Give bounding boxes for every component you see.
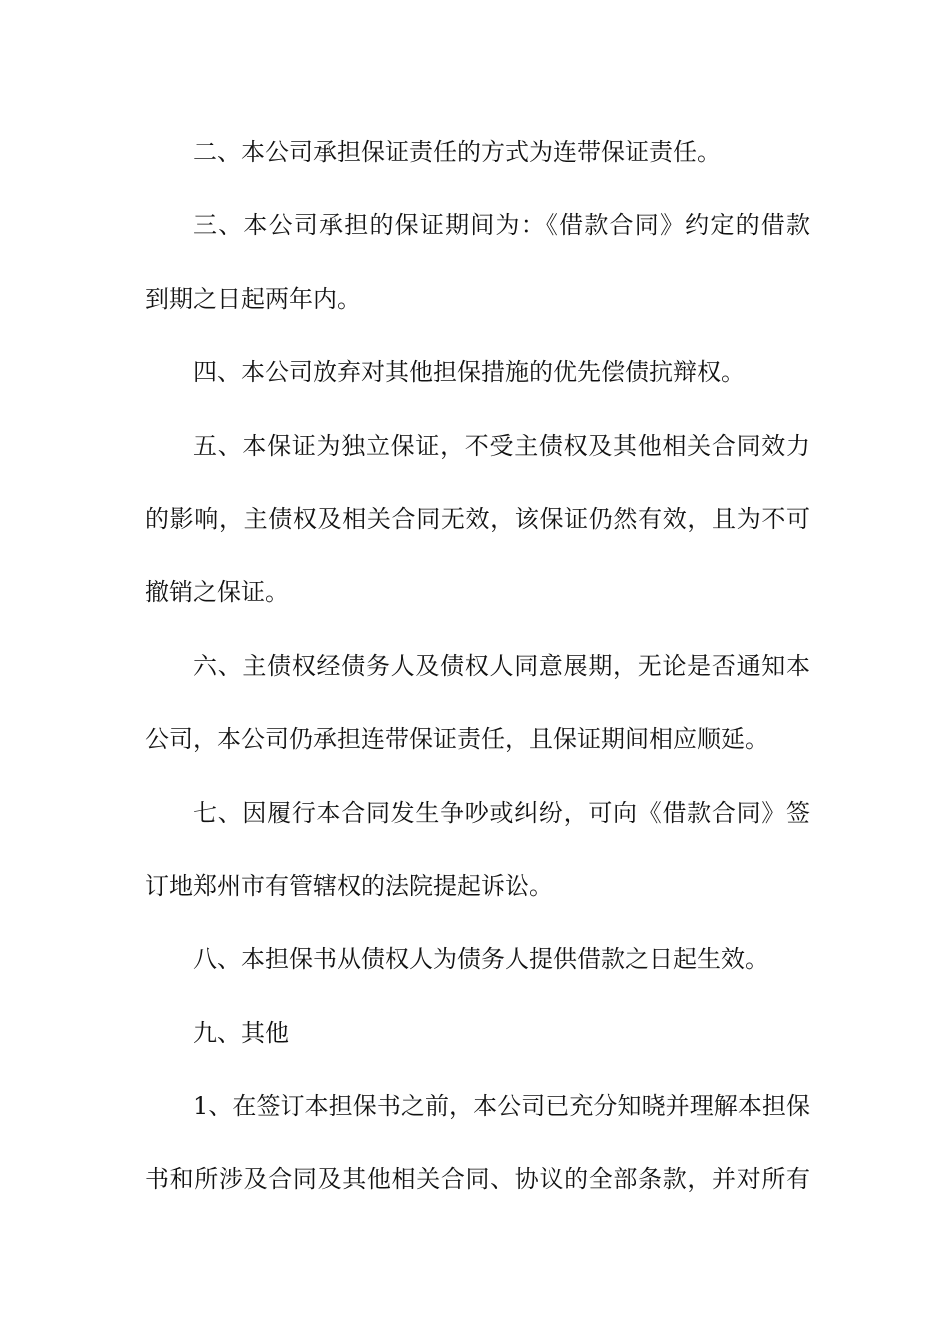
- clause-9-heading: 九、其他: [193, 1018, 289, 1047]
- clause-5-line-3: 撤销之保证。: [145, 578, 289, 607]
- clause-9-item-1-line-1: 1、在签订本担保书之前，本公司已充分知晓并理解本担保: [193, 1092, 810, 1121]
- clause-3-line-2: 到期之日起两年内。: [145, 284, 361, 313]
- clause-8: 八、本担保书从债权人为债务人提供借款之日起生效。: [193, 945, 769, 974]
- clause-5-line-1: 五、本保证为独立保证，不受主债权及其他相关合同效力: [193, 431, 810, 460]
- clause-5-line-2: 的影响，主债权及相关合同无效，该保证仍然有效，且为不可: [145, 504, 810, 533]
- document-body: [145, 116, 810, 1217]
- clause-7-line-2: 订地郑州市有管辖权的法院提起诉讼。: [145, 871, 553, 900]
- clause-4: 四、本公司放弃对其他担保措施的优先偿债抗辩权。: [193, 358, 745, 387]
- clause-6-line-1: 六、主债权经债务人及债权人同意展期，无论是否通知本: [193, 651, 810, 680]
- clause-7-line-1: 七、因履行本合同发生争吵或纠纷，可向《借款合同》签: [193, 798, 810, 827]
- clause-6-line-2: 公司，本公司仍承担连带保证责任，且保证期间相应顺延。: [145, 725, 769, 754]
- clause-9-item-1-line-2: 书和所涉及合同及其他相关合同、协议的全部条款，并对所有: [145, 1165, 810, 1194]
- clause-3-line-1: 三、本公司承担的保证期间为：《借款合同》约定的借款: [193, 211, 810, 240]
- clause-2: 二、本公司承担保证责任的方式为连带保证责任。: [193, 138, 721, 166]
